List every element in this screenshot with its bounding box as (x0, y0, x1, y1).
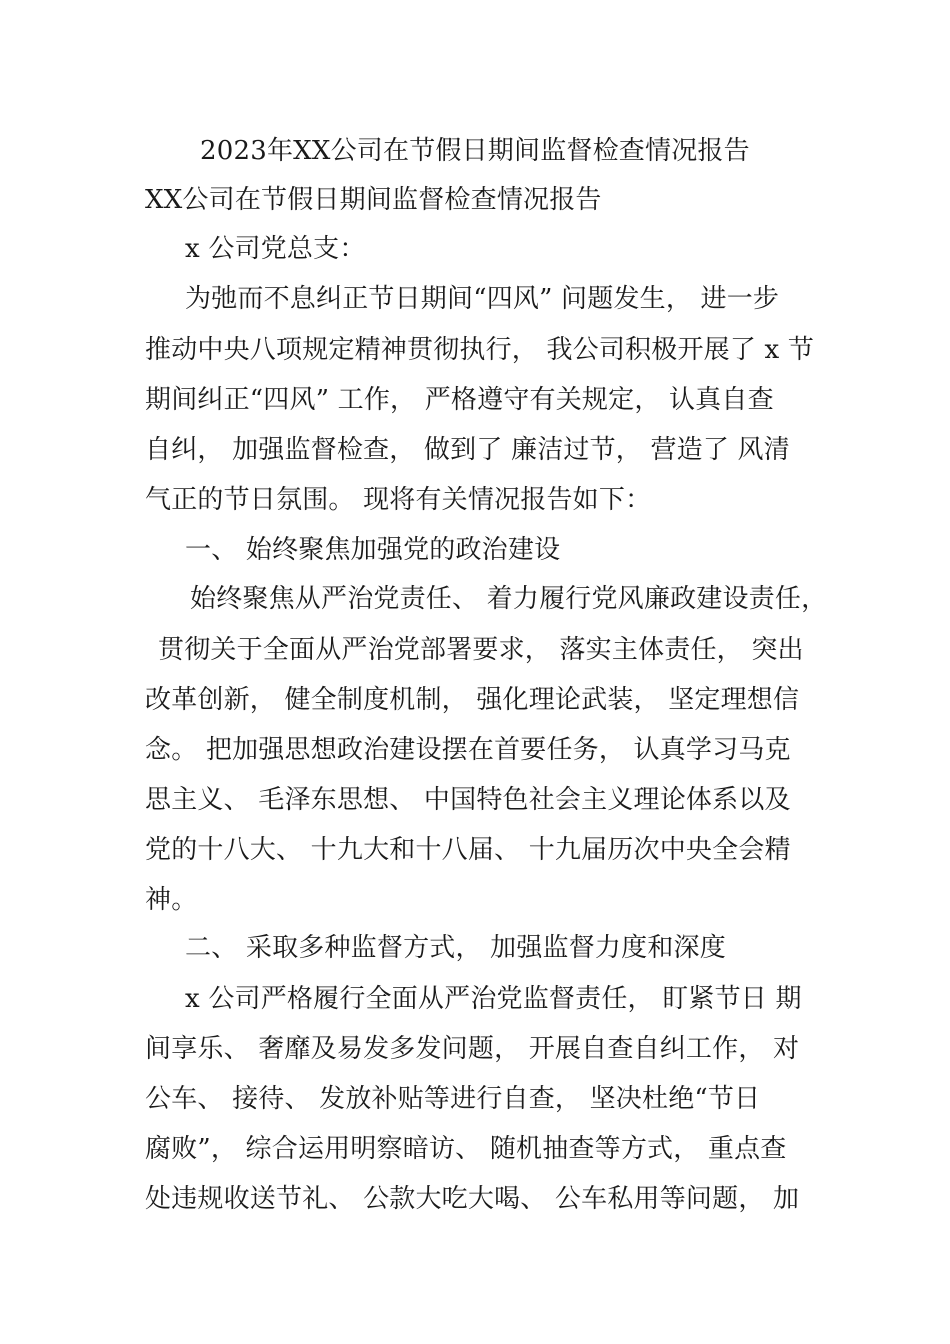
body-line: 贯彻关于全面从严治党部署要求， 落实主体责任， 突出 (158, 635, 804, 665)
body-line: 处违规收送节礼、 公款大吃大喝、 公车私用等问题， 加 (145, 1184, 800, 1214)
body-line: 党的十八大、 十九大和十八届、 十九届历次中央全会精 (145, 835, 791, 865)
body-line: 间享乐、 奢靡及易发多发问题， 开展自查自纠工作， 对 (145, 1034, 800, 1064)
body-line: 推动中央八项规定精神贯彻执行， 我公司积极开展了 x 节 (145, 335, 815, 365)
body-line: 神。 (145, 885, 198, 915)
document-title: 2023年XX公司在节假日期间监督检查情况报告 (200, 136, 750, 166)
body-line: 公车、 接待、 发放补贴等进行自查， 坚决杜绝“节日 (145, 1084, 761, 1114)
section-heading-1: 一、 始终聚焦加强党的政治建设 (185, 535, 561, 565)
body-line: 期间纠正“四风” 工作， 严格遵守有关规定， 认真自查 (145, 385, 774, 415)
body-line: x 公司严格履行全面从严治党监督责任， 盯紧节日 期 (185, 984, 802, 1014)
section-heading-2: 二、 采取多种监督方式， 加强监督力度和深度 (185, 933, 726, 963)
body-line: 始终聚焦从严治党责任、 着力履行党风廉政建设责任， (190, 584, 828, 614)
body-line: 自纠， 加强监督检查， 做到了 廉洁过节， 营造了 风清 (145, 435, 790, 465)
body-line: 思主义、 毛泽东思想、 中国特色社会主义理论体系以及 (145, 785, 791, 815)
body-line: 气正的节日氛围。 现将有关情况报告如下： (145, 485, 652, 515)
body-line: 改革创新， 健全制度机制， 强化理论武装， 坚定理想信 (145, 685, 800, 715)
salutation: x 公司党总支： (185, 234, 366, 264)
body-line: 为弛而不息纠正节日期间“四风” 问题发生， 进一步 (185, 284, 780, 314)
document-subtitle: XX公司在节假日期间监督检查情况报告 (145, 185, 602, 215)
body-line: 腐败”， 综合运用明察暗访、 随机抽查等方式， 重点查 (145, 1134, 787, 1164)
body-line: 念。 把加强思想政治建设摆在首要任务， 认真学习马克 (145, 735, 791, 765)
